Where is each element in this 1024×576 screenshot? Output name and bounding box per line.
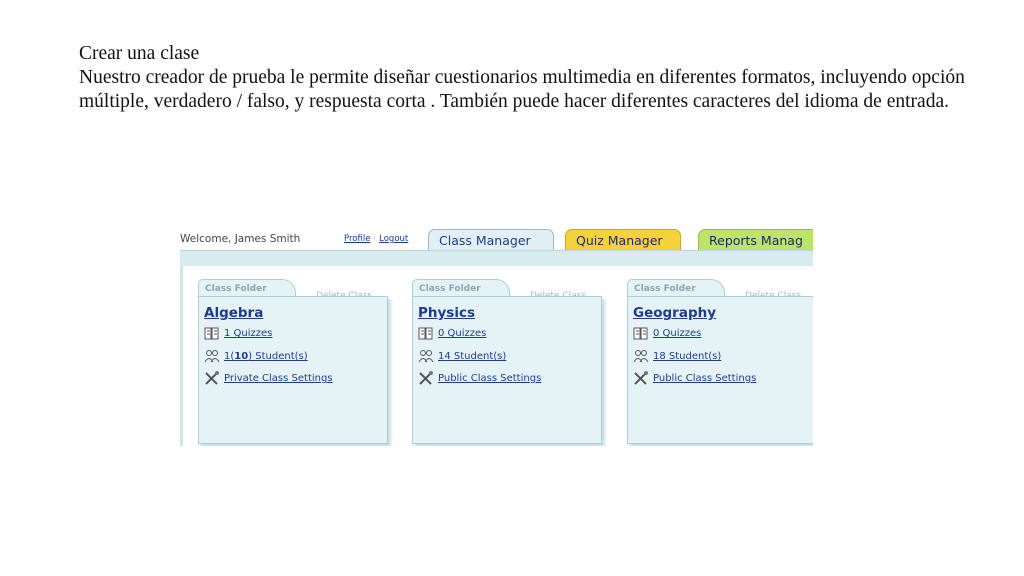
settings-row — [633, 371, 756, 387]
tools-icon — [633, 371, 649, 386]
students-link[interactable]: 14 Student(s) — [438, 351, 507, 362]
folder-tab: Class Folder — [412, 279, 510, 297]
tab-band — [180, 250, 813, 267]
logout-link[interactable]: Logout — [379, 234, 409, 244]
quiz-book-icon — [418, 326, 434, 341]
students-row — [204, 349, 308, 365]
students-suffix: ) Student(s) — [248, 351, 308, 362]
students-icon — [204, 349, 220, 364]
class-title-link[interactable]: Physics — [418, 305, 476, 321]
settings-link[interactable]: Private Class Settings — [224, 373, 333, 384]
account-links — [344, 234, 408, 244]
settings-link[interactable]: Public Class Settings — [653, 373, 757, 384]
top-bar — [180, 226, 813, 250]
tab-class-manager[interactable]: Class Manager — [428, 229, 554, 250]
slide-paragraph: Nuestro creador de prueba le permite diseñar cuestionarios multimedia en diferentes formatos, incluyendo opción múltiple, verdadero / falso, y respuesta corta . También puede hacer diferentes caracteres del idioma de entrada. — [79, 67, 965, 112]
welcome-text: Welcome, James Smith — [180, 233, 301, 245]
quiz-book-icon — [204, 326, 220, 341]
quizzes-row — [204, 326, 272, 342]
students-count: 10 — [234, 351, 249, 362]
profile-link[interactable]: Profile — [344, 234, 371, 244]
students-prefix: 1( — [224, 351, 235, 362]
quizzes-link[interactable]: 0 Quizzes — [653, 328, 702, 339]
settings-row — [418, 371, 541, 387]
class-title-link[interactable]: Algebra — [204, 305, 264, 321]
link-separator: · — [373, 234, 377, 244]
quiz-book-icon — [633, 326, 649, 341]
quizzes-link[interactable]: 1 Quizzes — [224, 328, 273, 339]
slide-heading: Crear una clase — [79, 43, 200, 64]
students-icon — [633, 349, 649, 364]
tab-reports-manager[interactable]: Reports Manag — [698, 229, 813, 250]
class-folder-physics — [412, 279, 602, 444]
folder-tab: Class Folder — [627, 279, 725, 297]
class-folder-algebra — [198, 279, 388, 444]
tab-quiz-manager[interactable]: Quiz Manager — [565, 229, 681, 250]
settings-link[interactable]: Public Class Settings — [438, 373, 542, 384]
students-link[interactable] — [224, 351, 308, 362]
class-title-link[interactable]: Geography — [633, 305, 717, 321]
settings-row — [204, 371, 333, 387]
students-row — [418, 349, 506, 365]
app-screenshot — [180, 226, 813, 446]
tools-icon — [418, 371, 434, 386]
folder-tab: Class Folder — [198, 279, 296, 297]
quizzes-row — [418, 326, 486, 342]
tools-icon — [204, 371, 220, 386]
class-folder-geography — [627, 279, 813, 444]
students-icon — [418, 349, 434, 364]
students-row — [633, 349, 721, 365]
quizzes-row — [633, 326, 701, 342]
slide-text — [79, 42, 969, 114]
quizzes-link[interactable]: 0 Quizzes — [438, 328, 487, 339]
students-link[interactable]: 18 Student(s) — [653, 351, 722, 362]
